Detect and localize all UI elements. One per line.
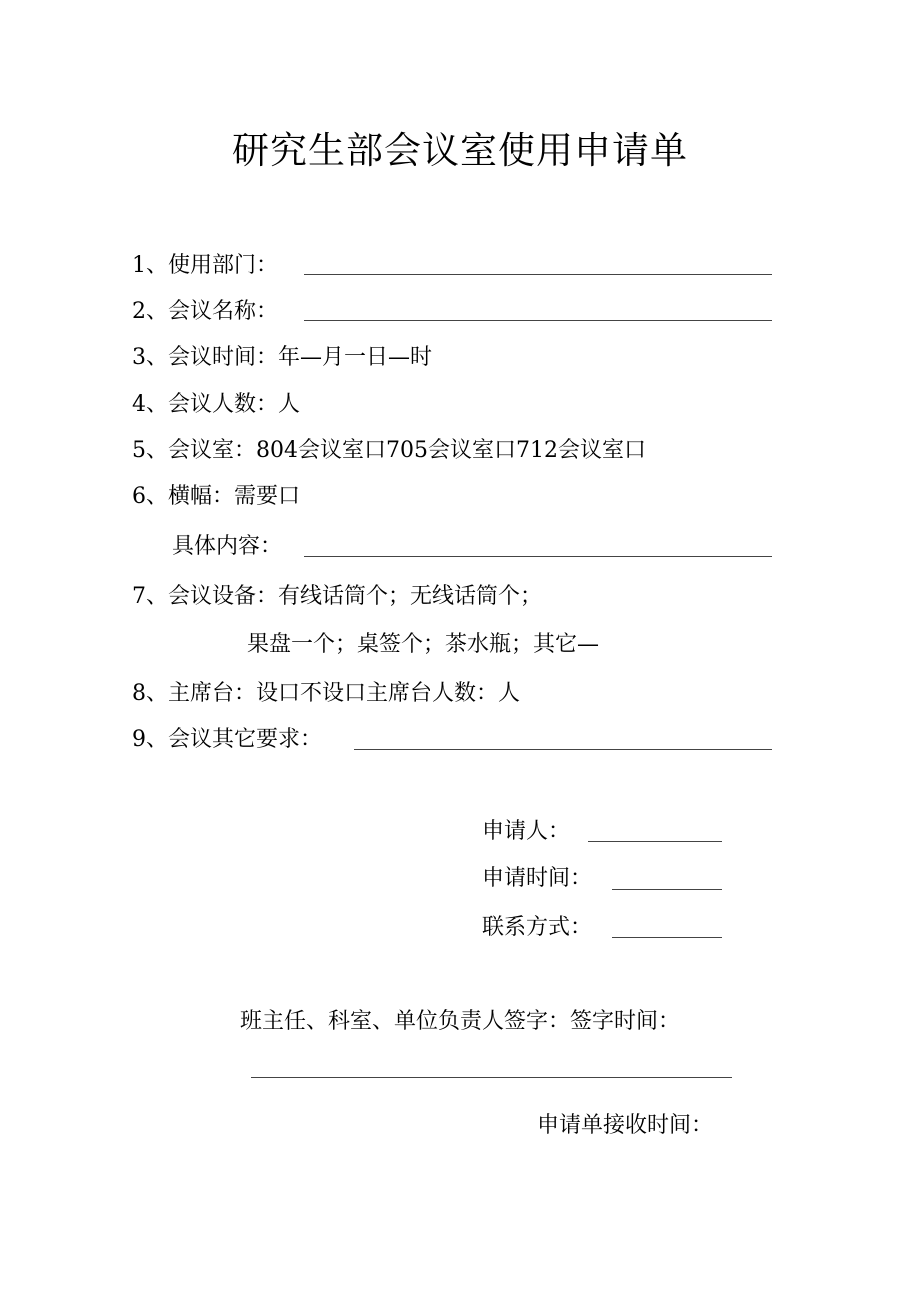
meeting-name-fill-line[interactable] [304, 320, 772, 321]
item-attendee-count: 4、会议人数：人 [132, 392, 300, 417]
contact-label: 联系方式： [482, 915, 593, 940]
item-equipment: 7、会议设备：有线话筒个；无线话筒个； [132, 584, 542, 609]
other-requirements-fill-line[interactable] [354, 749, 772, 750]
item-meeting-time: 3、会议时间：年—月一日—时 [132, 345, 432, 370]
application-time-fill-line[interactable] [612, 889, 722, 890]
applicant-label: 申请人： [482, 819, 571, 844]
banner-content-label: 具体内容： [172, 534, 283, 559]
item-other-requirements-label: 9、会议其它要求： [132, 727, 322, 752]
signature-label: 班主任、科室、单位负责人签字：签字时间： [240, 1009, 681, 1034]
receipt-time-label: 申请单接收时间： [537, 1113, 714, 1138]
item-department-label: 1、使用部门： [132, 253, 278, 278]
item-equipment-continued: 果盘一个；桌签个；茶水瓶；其它— [247, 632, 600, 657]
signature-fill-line[interactable] [251, 1077, 732, 1078]
department-fill-line[interactable] [304, 274, 772, 275]
banner-content-fill-line[interactable] [304, 556, 772, 557]
applicant-fill-line[interactable] [588, 841, 722, 842]
contact-fill-line[interactable] [612, 937, 722, 938]
item-podium: 8、主席台：设口不设口主席台人数：人 [132, 681, 520, 706]
form-title: 研究生部会议室使用申请单 [232, 129, 688, 172]
application-time-label: 申请时间： [482, 866, 593, 891]
item-meeting-room: 5、会议室：804会议室口705会议室口712会议室口 [132, 438, 646, 463]
item-meeting-name-label: 2、会议名称： [132, 299, 278, 324]
item-banner: 6、横幅：需要口 [132, 484, 300, 509]
